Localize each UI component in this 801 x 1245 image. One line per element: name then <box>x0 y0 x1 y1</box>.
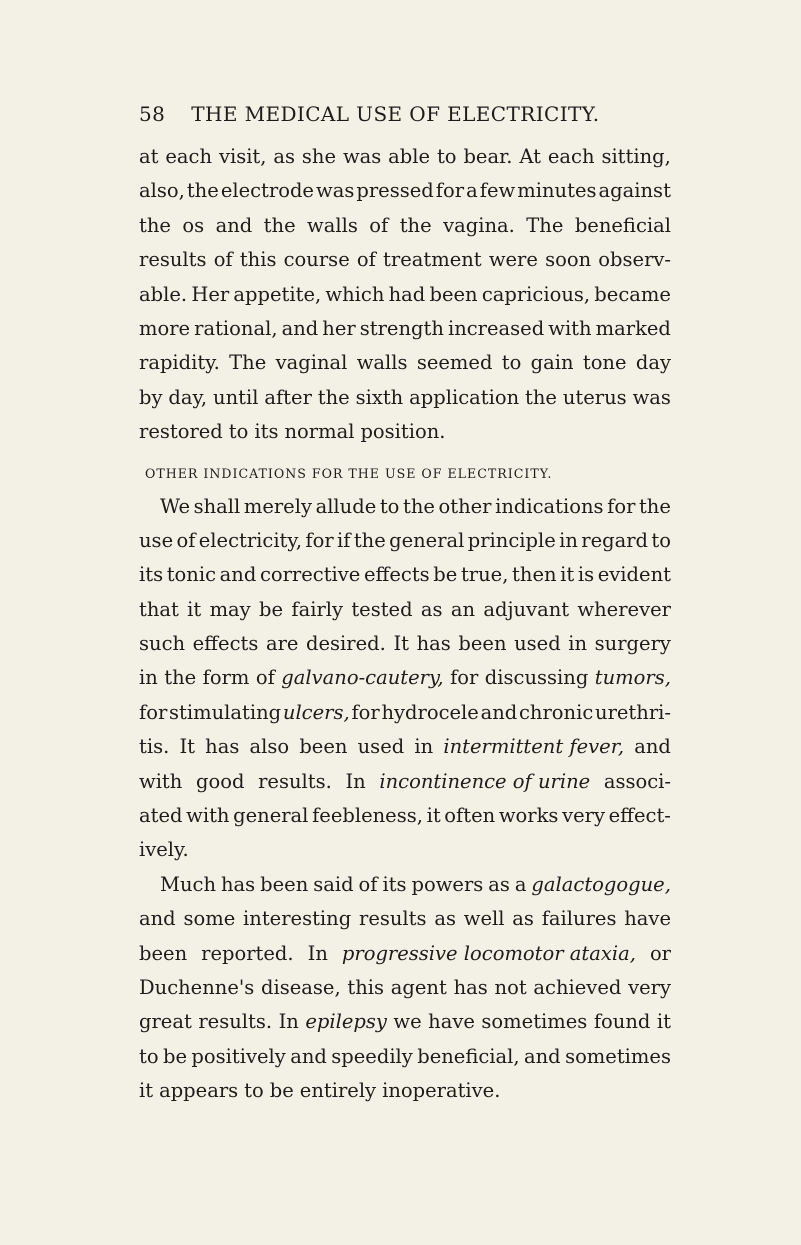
word: each <box>547 145 595 168</box>
word: to <box>228 420 249 444</box>
word: appetite, <box>233 282 322 306</box>
word: great <box>139 1010 192 1034</box>
word: electricity, <box>198 528 303 552</box>
word: stimulating <box>169 700 282 724</box>
word: as <box>273 145 296 168</box>
word: had <box>388 282 426 306</box>
word: regard <box>581 528 649 552</box>
text-line <box>139 833 671 867</box>
word: rapidity. <box>139 351 220 375</box>
word: and <box>290 1044 327 1068</box>
word: effect- <box>608 804 671 828</box>
word: ively. <box>139 838 189 862</box>
word: increased <box>447 316 545 340</box>
word: results <box>139 248 207 272</box>
word: strength <box>359 316 444 340</box>
word: such <box>139 632 186 656</box>
word: sometimes <box>481 1010 588 1034</box>
word: At <box>519 145 541 168</box>
word: Her <box>191 282 230 306</box>
text-line <box>139 524 671 558</box>
word: which <box>325 282 385 306</box>
word: said <box>313 872 354 896</box>
word: agent <box>390 975 447 999</box>
text-line <box>139 558 671 592</box>
text-line <box>139 490 671 524</box>
word: in <box>139 666 158 690</box>
word: may <box>209 597 251 621</box>
word: the <box>317 385 350 409</box>
word: and <box>480 700 518 724</box>
word: has <box>453 975 488 999</box>
word: day <box>635 351 671 375</box>
word: of <box>176 528 196 552</box>
word: have <box>624 907 671 931</box>
word: to <box>651 528 671 552</box>
word: allude <box>315 494 377 518</box>
word: it <box>139 1079 154 1103</box>
word: powers <box>411 872 484 896</box>
word: day, <box>168 385 208 409</box>
word: uterus <box>562 385 627 409</box>
italic-word: galvano-cautery, <box>281 666 444 690</box>
word: as <box>420 597 443 621</box>
word: tonic <box>166 563 217 587</box>
word: the <box>164 666 197 690</box>
text-line <box>139 765 671 799</box>
word: it <box>187 597 202 621</box>
word: of <box>356 248 376 272</box>
word: be <box>433 563 458 587</box>
text-line <box>139 243 671 277</box>
word: true, <box>460 563 509 587</box>
word: be <box>162 1044 188 1068</box>
word: walls <box>356 351 408 375</box>
word: the <box>139 213 171 237</box>
word: we <box>393 1010 422 1034</box>
paragraph-1 <box>139 140 671 450</box>
paragraph-3 <box>139 868 671 1109</box>
word: position. <box>360 420 446 444</box>
word: also, <box>139 179 185 203</box>
word: electrode <box>220 179 314 203</box>
text-line <box>139 937 671 971</box>
word: entirely <box>299 1079 377 1103</box>
word: associ- <box>603 769 671 793</box>
word: wherever <box>577 597 671 621</box>
italic-word: ulcers, <box>282 700 350 724</box>
word: as <box>512 907 534 931</box>
word: few <box>479 179 516 203</box>
word: results <box>359 907 427 931</box>
word: works <box>498 804 559 828</box>
word: the <box>525 385 557 409</box>
word: and <box>215 213 253 237</box>
word: general <box>389 528 465 552</box>
word: the <box>263 213 296 237</box>
word: capricious, <box>481 282 591 306</box>
text-line <box>139 593 671 627</box>
word: the <box>353 528 386 552</box>
word: a <box>466 179 478 203</box>
word: Duchenne's <box>139 975 255 999</box>
text-line <box>139 1074 671 1108</box>
word: chronic <box>519 700 594 724</box>
word: disease, <box>261 975 341 999</box>
word: urethri- <box>595 700 671 724</box>
word: she <box>301 145 337 168</box>
word: in <box>568 632 588 656</box>
word: by <box>139 385 163 409</box>
word: principle <box>467 528 556 552</box>
word: walls <box>307 213 358 237</box>
word: desired. <box>306 632 386 656</box>
word: more <box>139 316 191 340</box>
text-line <box>139 346 671 380</box>
text-line <box>139 902 671 936</box>
word: effects <box>192 632 259 656</box>
italic-word: intermittent fever, <box>443 735 625 759</box>
word: beneficial <box>574 213 671 237</box>
text-line <box>139 209 671 243</box>
word: It <box>393 632 409 656</box>
text-line <box>139 971 671 1005</box>
word: was <box>632 385 671 409</box>
word: able <box>388 145 431 168</box>
text-line <box>139 1040 671 1074</box>
text-line <box>139 799 671 833</box>
word: of <box>255 666 275 690</box>
word: for <box>450 666 479 690</box>
word: vagina. <box>443 213 515 237</box>
word: feebleness, <box>312 804 423 828</box>
word: os <box>182 213 205 237</box>
word: speedily <box>331 1044 413 1068</box>
running-head <box>139 102 679 126</box>
paragraph-2 <box>139 490 671 868</box>
word: minutes <box>517 179 597 203</box>
word: each <box>165 145 213 168</box>
word: been <box>299 735 348 759</box>
word: and <box>634 735 671 759</box>
word: against <box>598 179 671 203</box>
word: the <box>186 179 219 203</box>
word: indications <box>495 494 604 518</box>
word: positively <box>191 1044 286 1068</box>
word: and <box>281 316 319 340</box>
word: not <box>494 975 527 999</box>
word: The <box>229 351 267 375</box>
word: to <box>244 1079 264 1103</box>
word: The <box>526 213 564 237</box>
word: after <box>264 385 312 409</box>
word: has <box>220 872 256 896</box>
word: other <box>438 494 492 518</box>
word: be <box>269 1079 294 1103</box>
word: able. <box>139 282 188 306</box>
word: its <box>254 420 279 444</box>
word: been <box>139 941 188 965</box>
word: sometimes <box>565 1044 671 1068</box>
italic-word: epilepsy <box>305 1010 387 1034</box>
word: course <box>283 248 350 272</box>
word: for <box>351 700 380 724</box>
word: to <box>379 494 400 518</box>
word: for <box>435 179 465 203</box>
word: are <box>265 632 299 656</box>
text-line <box>139 278 671 312</box>
word: used <box>357 735 405 759</box>
word: sixth <box>355 385 404 409</box>
word: shall <box>193 494 241 518</box>
word: it <box>426 804 441 828</box>
word: the <box>402 494 435 518</box>
word: seemed <box>416 351 493 375</box>
word: also <box>249 735 290 759</box>
word: became <box>594 282 671 306</box>
word: beneficial, <box>417 1044 520 1068</box>
italic-word: incontinence of urine <box>379 769 591 793</box>
word: treatment <box>383 248 482 272</box>
word: observ- <box>598 248 671 272</box>
word: as <box>434 907 456 931</box>
word: marked <box>595 316 671 340</box>
word: corrective <box>259 563 361 587</box>
word: the <box>399 213 432 237</box>
word: inoperative. <box>382 1079 501 1103</box>
word: results. <box>198 1010 273 1034</box>
word: for <box>607 494 636 518</box>
word: its <box>139 563 164 587</box>
word: with <box>186 804 230 828</box>
word: very <box>562 804 605 828</box>
word: this <box>347 975 385 999</box>
page-body <box>139 140 671 1109</box>
word: some <box>183 907 236 931</box>
word: to <box>501 351 522 375</box>
word: In <box>307 941 328 965</box>
word: We <box>160 494 190 518</box>
word: tis. <box>139 735 170 759</box>
text-line <box>139 174 671 208</box>
word: often <box>444 804 496 828</box>
word: of <box>213 248 233 272</box>
word: then <box>512 563 557 587</box>
word: to <box>436 145 457 168</box>
word: good <box>195 769 245 793</box>
text-line <box>139 730 671 764</box>
word: results. <box>258 769 332 793</box>
word: of <box>358 872 378 896</box>
running-title: THE MEDICAL USE OF ELECTRICITY. <box>191 102 600 126</box>
word: until <box>213 385 259 409</box>
text-line <box>139 661 671 695</box>
word: application <box>409 385 520 409</box>
word: in <box>559 528 578 552</box>
word: its <box>382 872 407 896</box>
text-line <box>139 868 671 902</box>
word: it <box>656 1010 671 1034</box>
word: fairly <box>291 597 344 621</box>
word: restored <box>139 420 223 444</box>
word: if <box>337 528 351 552</box>
word: pressed <box>356 179 434 203</box>
word: and <box>523 1044 561 1068</box>
text-line <box>139 312 671 346</box>
word: for <box>139 700 168 724</box>
word: or <box>649 941 671 965</box>
word: evident <box>597 563 671 587</box>
word: it <box>560 563 575 587</box>
text-line <box>139 140 671 174</box>
word: been <box>429 282 478 306</box>
word: In <box>345 769 366 793</box>
word: been <box>458 632 507 656</box>
word: is <box>577 563 595 587</box>
word: used <box>514 632 561 656</box>
word: visit, <box>218 145 267 168</box>
word: achieved <box>533 975 622 999</box>
word: in <box>414 735 434 759</box>
word: her <box>322 316 356 340</box>
word: has <box>416 632 451 656</box>
word: tone <box>582 351 627 375</box>
word: vaginal <box>275 351 348 375</box>
word: very <box>628 975 671 999</box>
word: failures <box>541 907 617 931</box>
word: a <box>514 872 527 896</box>
page-number: 58 <box>139 102 166 126</box>
word: bear. <box>463 145 513 168</box>
word: and <box>219 563 257 587</box>
word: this <box>239 248 277 272</box>
word: was <box>316 179 355 203</box>
text-line <box>139 696 671 730</box>
italic-word: galactogogue, <box>531 872 671 896</box>
word: tested <box>351 597 413 621</box>
word: been <box>260 872 309 896</box>
word: the <box>638 494 671 518</box>
word: surgery <box>594 632 671 656</box>
word: for <box>305 528 334 552</box>
word: and <box>139 907 176 931</box>
word: was <box>342 145 382 168</box>
word: at <box>139 145 159 168</box>
word: effects <box>363 563 430 587</box>
word: were <box>488 248 538 272</box>
italic-word: progressive locomotor ataxia, <box>341 941 636 965</box>
word: rational, <box>194 316 278 340</box>
word: adjuvant <box>483 597 570 621</box>
word: normal <box>284 420 355 444</box>
word: hydrocele <box>381 700 479 724</box>
word: as <box>488 872 510 896</box>
word: Much <box>160 872 217 896</box>
italic-word: tumors, <box>594 666 671 690</box>
word: of <box>369 213 389 237</box>
word: merely <box>243 494 312 518</box>
word: ated <box>139 804 183 828</box>
word: well <box>463 907 505 931</box>
word: In <box>278 1010 299 1034</box>
word: an <box>450 597 476 621</box>
word: be <box>259 597 284 621</box>
word: general <box>233 804 309 828</box>
word: with <box>139 769 183 793</box>
text-line <box>139 381 671 415</box>
word: soon <box>545 248 592 272</box>
word: that <box>139 597 179 621</box>
word: reported. <box>201 941 294 965</box>
text-line <box>139 1005 671 1039</box>
word: discussing <box>484 666 589 690</box>
section-heading: OTHER INDICATIONS FOR THE USE OF ELECTRICITY. <box>145 465 553 481</box>
word: gain <box>530 351 574 375</box>
word: interesting <box>243 907 352 931</box>
word: to <box>139 1044 159 1068</box>
word: sitting, <box>601 145 671 168</box>
word: has <box>205 735 240 759</box>
word: with <box>548 316 592 340</box>
word: use <box>139 528 174 552</box>
text-line <box>139 627 671 661</box>
word: have <box>428 1010 475 1034</box>
word: appears <box>159 1079 239 1103</box>
word: form <box>202 666 250 690</box>
word: It <box>179 735 195 759</box>
word: found <box>593 1010 651 1034</box>
text-line <box>139 415 671 449</box>
